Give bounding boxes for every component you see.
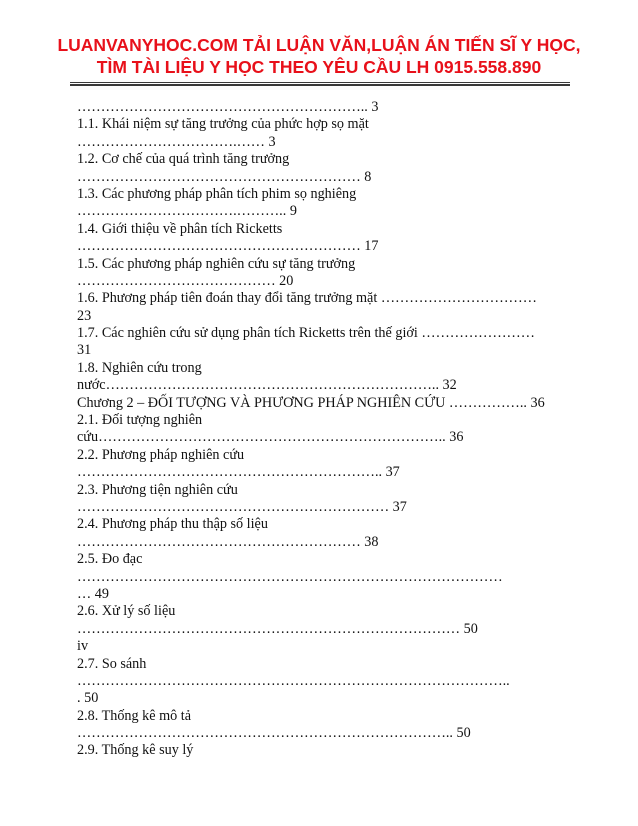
toc-line: …………………………………………………………………….. 50 bbox=[77, 725, 471, 742]
toc-line: 31 bbox=[77, 342, 92, 359]
toc-line: …………………………….…… 3 bbox=[77, 133, 276, 150]
toc-line: ……………………………………………………………………………….. bbox=[77, 672, 510, 689]
toc-line: nước…………………………………………………………….. 32 bbox=[77, 377, 457, 394]
header-line-2: TÌM TÀI LIỆU Y HỌC THEO YÊU CẦU LH 0915.558.890 bbox=[96, 57, 542, 77]
toc-line: 1.1. Khái niệm sự tăng trưởng của phức hợp sọ mặt bbox=[77, 116, 369, 133]
toc-line: ……………………………………………………….. 37 bbox=[77, 464, 400, 481]
toc-line: …………………………………… 20 bbox=[77, 272, 294, 289]
toc-line: 2.6. Xử lý số liệu bbox=[77, 603, 176, 620]
toc-line: …………………………….……….. 9 bbox=[77, 203, 297, 220]
toc-line: 1.5. Các phương pháp nghiên cứu sự tăng trưởng bbox=[77, 255, 356, 272]
toc-line: 1.3. Các phương pháp phân tích phim sọ nghiêng bbox=[77, 185, 357, 202]
toc-line: …………………………………………………… 38 bbox=[77, 533, 379, 550]
toc-line: ………………………………………………………… 37 bbox=[77, 498, 407, 515]
toc-line: 2.7. So sánh bbox=[77, 655, 147, 672]
toc-line: Chương 2 – ĐỐI TƯỢNG VÀ PHƯƠNG PHÁP NGHIÊN CỨU …………….. 36 bbox=[77, 394, 545, 411]
toc-line: iv bbox=[77, 638, 89, 655]
toc-line: 2.1. Đối tượng nghiên bbox=[77, 412, 203, 429]
toc-line: 1.8. Nghiên cứu trong bbox=[77, 359, 202, 376]
header-divider bbox=[70, 82, 570, 86]
toc-line: …………………………………………………… 8 bbox=[77, 168, 372, 185]
page-header bbox=[0, 34, 638, 78]
toc-line: . 50 bbox=[77, 690, 99, 707]
toc-line: 2.5. Đo đạc bbox=[77, 551, 143, 568]
toc-line: 23 bbox=[77, 307, 92, 324]
toc-line: … 49 bbox=[77, 585, 109, 602]
toc-line: …………………………………………………… 17 bbox=[77, 238, 379, 255]
table-of-contents bbox=[77, 99, 569, 760]
toc-line: 1.4. Giới thiệu về phân tích Ricketts bbox=[77, 220, 283, 237]
toc-line: ……………………………………………………………………… 50 bbox=[77, 620, 478, 637]
toc-line: ……………………………………………………………………………… bbox=[77, 568, 503, 585]
toc-line: 2.8. Thống kê mô tả bbox=[77, 707, 192, 724]
toc-line: 1.6. Phương pháp tiên đoán thay đổi tăng trưởng mặt …………………………… bbox=[77, 290, 537, 307]
toc-line: 2.4. Phương pháp thu thập số liệu bbox=[77, 516, 268, 533]
toc-line: 1.2. Cơ chế của quá trình tăng trưởng bbox=[77, 151, 290, 168]
toc-line: 2.2. Phương pháp nghiên cứu bbox=[77, 446, 245, 463]
header-line-1: LUANVANYHOC.COM TẢI LUẬN VĂN,LUẬN ÁN TIẾN SĨ Y HỌC, bbox=[57, 35, 581, 55]
toc-line: 1.7. Các nghiên cứu sử dụng phân tích Ricketts trên thế giới …………………… bbox=[77, 325, 535, 342]
toc-line: …………………………………………………….. 3 bbox=[77, 99, 379, 115]
toc-line: 2.9. Thống kê suy lý bbox=[77, 742, 194, 759]
toc-line: 2.3. Phương tiện nghiên cứu bbox=[77, 481, 238, 498]
toc-line: cứu……………………………………………………………….. 36 bbox=[77, 429, 464, 446]
